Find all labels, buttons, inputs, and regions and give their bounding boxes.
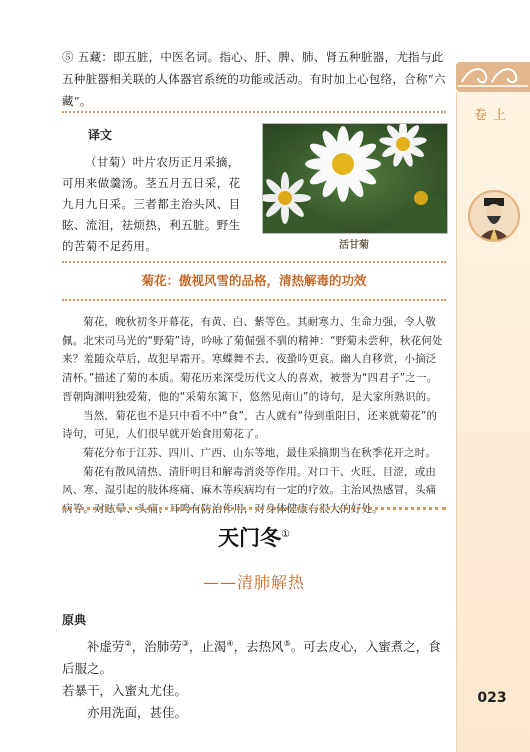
note-ref: ③ — [181, 639, 189, 648]
original-text: ，去热风 — [233, 639, 284, 655]
section-heading: 菊花：傲视风雪的品格，清热解毒的功效 — [141, 273, 367, 288]
scholar-icon — [470, 192, 518, 240]
footnote-text: 五藏：即五脏，中医名词。指心、肝、脾、肺、肾五种脏器，尤指与此五种脏器相关联的人体器官系统的功能或活动。有时加上心包络，合称“六藏”。 — [62, 50, 446, 108]
footnote-number: ⑤ — [62, 50, 74, 64]
footnote-5 — [62, 46, 446, 112]
paragraph: 菊花，晚秋初冬开幕花，有黄、白、紫等色。其耐寒力、生命力强，令人敬佩。北宋司马光的“野菊”诗，吟咏了菊倔强不驯的精神：“野菊未尝种，秋花何处来？羞随众草后，故犯早霜开。寒蝶舞不去，夜蛩吟更哀。幽人自移赏，小摘泛清杯。”描述了菊的本质。菊花历来深受历代文人的喜欢，被誉为“四君子”之一。晋朝陶渊明独爱菊，他的“采菊东篱下，悠然见南山”的诗句，是大家所熟识的。 — [62, 316, 443, 403]
original-line-1 — [62, 633, 446, 680]
original-line-2: 若暴干，入蜜丸尤佳。 — [62, 683, 188, 699]
original-heading: 原典 — [62, 613, 87, 627]
entry-subtitle: ——清肺解热 — [202, 573, 305, 592]
chamomile-photo — [262, 123, 448, 234]
page-number: 023 — [477, 690, 507, 706]
original-text: 补虚劳 — [87, 639, 125, 655]
entry-title — [62, 522, 446, 552]
entry-title-text: 天门冬 — [218, 525, 282, 550]
paragraph: 当然，菊花也不是只中看不中“食”，古人就有“待到重阳日，还来就菊花”的诗句，可见，人们很早就开始食用菊花了。 — [62, 409, 438, 441]
translation-heading: 译文 — [88, 128, 113, 142]
translation-text: （甘菊）叶片农历正月采摘，可用来做羹汤。茎五月五日采，花九月九日采。三者都主治头风、目眩、流泪，祛烦热，利五脏。野生的苦菊不足药用。 — [62, 155, 241, 253]
original-line-3: 亦用洗面，甚佳。 — [87, 705, 188, 721]
divider — [62, 111, 446, 113]
photo-caption: 活甘菊 — [339, 240, 369, 251]
translation-body — [62, 152, 247, 257]
original-text: 。可去皮心，入蜜煮之，食后服之。 — [62, 639, 441, 677]
entry-title-note: ① — [281, 529, 290, 540]
volume-label: 卷上 — [473, 108, 512, 123]
original-body — [62, 633, 446, 724]
original-text: ，止渴 — [188, 639, 227, 655]
scroll-ornament-icon — [456, 62, 530, 92]
chamomile-flowers-image — [263, 124, 447, 233]
paragraph: 菊花有散风清热、清肝明目和解毒消炎等作用。对口干、火旺、目涩，或由风、寒、湿引起的肢体疼痛、麻木等疾病均有一定的疗效。主治风热感冒，头痛病等。对眩晕、头痛、耳鸣有防治作用，对身体健康有很大的好处。 — [62, 465, 437, 516]
scholar-portrait — [468, 190, 520, 242]
note-ref: ⑤ — [283, 639, 291, 648]
divider — [62, 507, 446, 510]
divider — [62, 261, 446, 263]
volume-tab — [456, 62, 530, 92]
note-ref: ② — [124, 639, 132, 648]
original-text: ，治肺劳 — [131, 639, 182, 655]
section-body — [62, 313, 446, 519]
note-ref: ④ — [226, 639, 234, 648]
divider — [62, 299, 446, 301]
paragraph: 菊花分布于江苏、四川、广西、山东等地，最佳采摘期当在秋季花开之时。 — [83, 446, 437, 459]
